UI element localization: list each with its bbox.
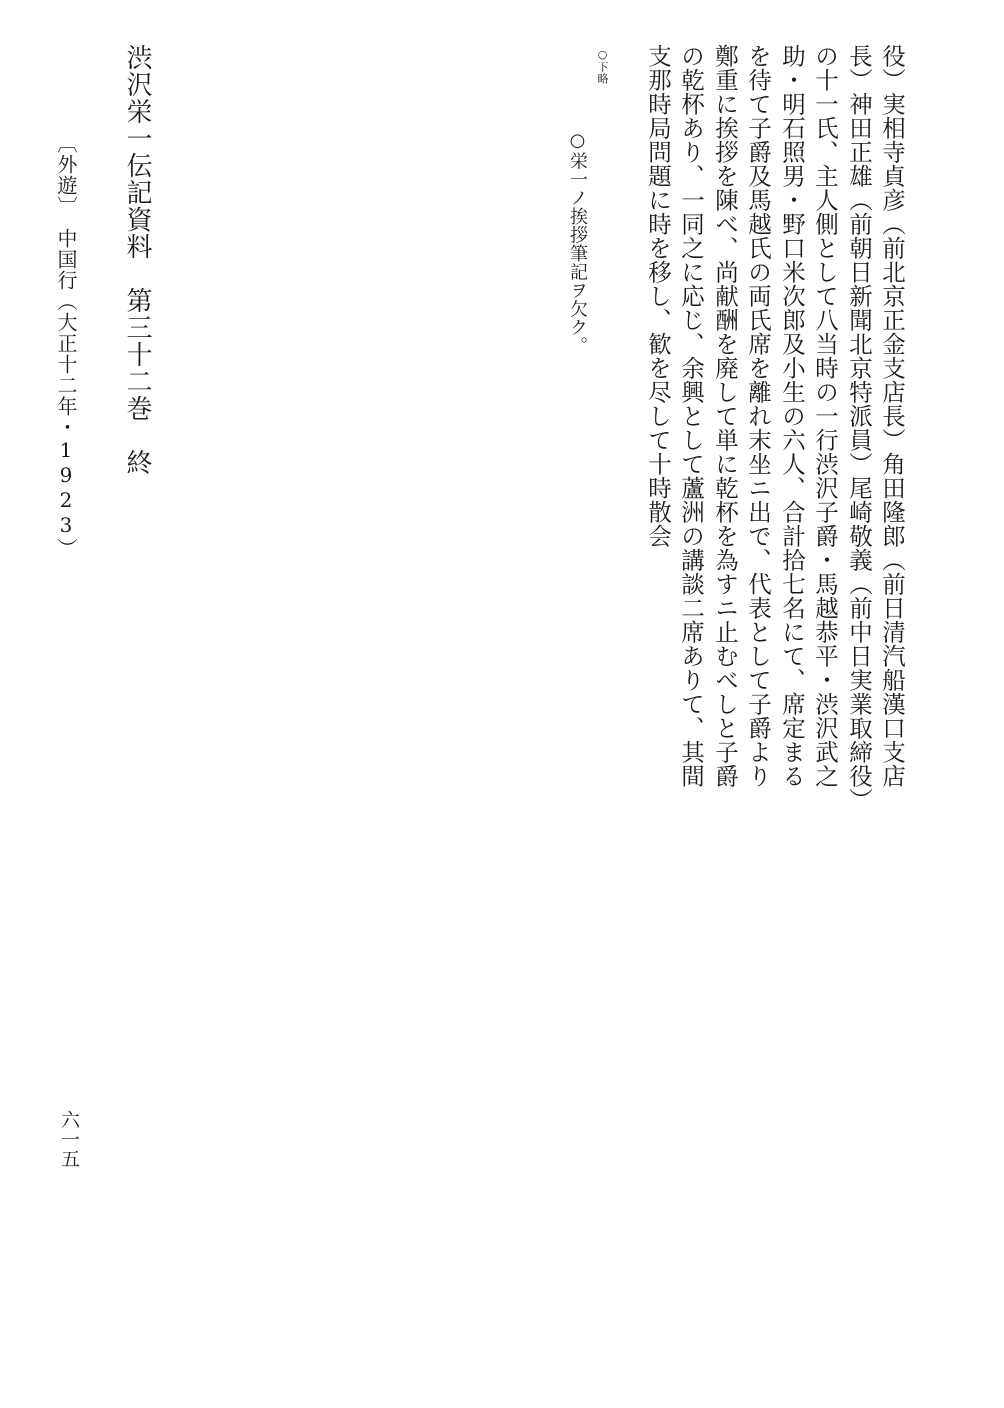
omission-note: ○下略 [596,48,609,85]
body-line-5: を待て子爵及馬越氏の両氏席を離れ末坐ニ出で、代表として子爵より [744,44,772,788]
body-line-7: の乾杯あり、一同之に応じ、余興として蘆洲の講談二席ありて、其間 [677,44,705,788]
body-line-1: 役）実相寺貞彦（前北京正金支店長）角田隆郎（前日清汽船漢口支店 [878,44,906,788]
body-line-4: 助・明石照男・野口米次郎及小生の六人、合計拾七名にて、席定まる [778,44,806,788]
greeting-note: ○栄一ノ挨拶筆記ヲ欠ク。 [567,130,588,355]
book-title: 渋沢栄一伝記資料 第三十二巻 終 [122,44,152,476]
body-line-8: 支那時局問題に時を移し、歓を尽して十時散会 [644,44,672,548]
body-line-2: 長）神田正雄（前朝日新聞北京特派員）尾崎敬義（前中日実業取締役） [845,44,873,812]
section-heading: 〔外遊〕 中国行（大正十二年・1923） [54,133,78,559]
page-number: 六一五 [58,1110,80,1169]
body-line-3: の十一氏、主人側として八当時の一行渋沢子爵・馬越恭平・渋沢武之 [811,44,839,788]
body-line-6: 鄭重に挨拶を陳べ、尚献酬を廃して単に乾杯を為すニ止むべしと子爵 [711,44,739,788]
